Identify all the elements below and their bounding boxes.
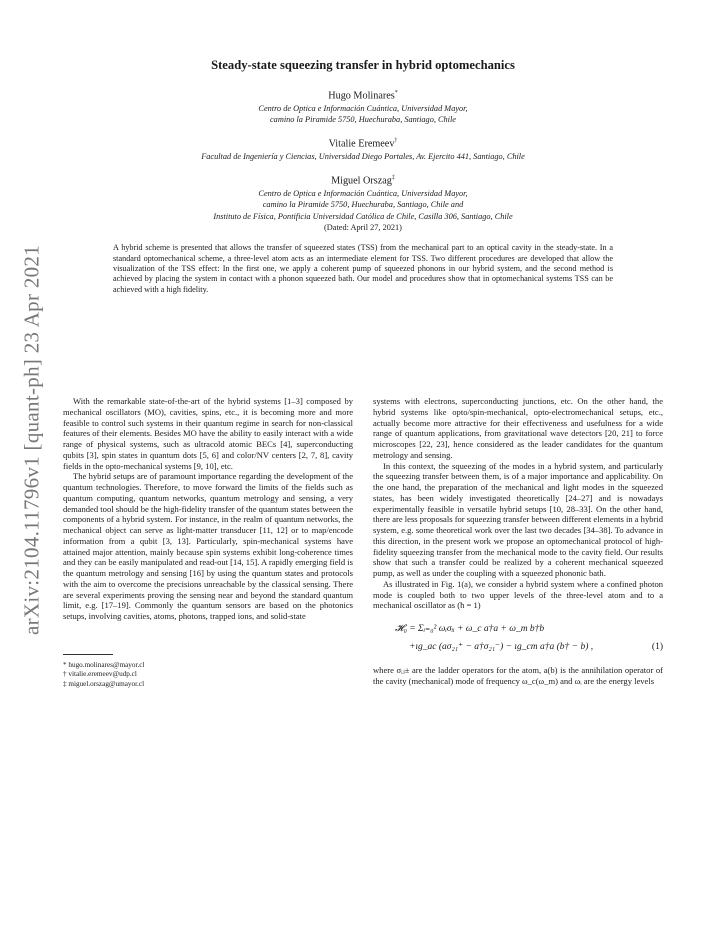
footnote: * hugo.molinares@mayor.cl — [63, 660, 145, 669]
author-affiliation: Centro de Optica e Información Cuántica, Universidad Mayor, — [258, 103, 468, 113]
right-column — [373, 396, 663, 690]
footnote: † vitalie.eremeev@udp.cl — [63, 670, 137, 679]
footnote-rule — [63, 654, 113, 655]
paragraph: With the remarkable state-of-the-art of the hybrid systems [1–3] composed by mechanical oscillators (MO), cavities, spins, etc., it is becoming more and more feasible to control such systems in their quantum regime in search for non-classical features of their elements. Besides MO have the ability to easily interact with a wide range of physical systems, such as ultracold atomic BECs [4], superconducting qubits [3], spin states in quantum dots [5, 6] and color/NV centers [2, 7, 8], cavity fields in the opto-mechanical systems [9, 10], etc. — [63, 396, 353, 471]
author-affiliation: Instituto de Física, Pontificia Universidad Católica de Chile, Casilla 306, Santiago, Chile — [213, 211, 513, 221]
paragraph: The hybrid setups are of paramount importance regarding the development of the quantum technologies. Therefore, to move forward the limits of the fields such as quantum computing, quantum networks, quantum metrology and sensing, a very demanded tool should be the high-fidelity transfer of the quantum states between the components of a hybrid system. For instance, in the realm of quantum networks, the mechanical object can serve as light-matter transducer [11, 12] or to map/encode information from a qubit [3, 13]. Particularly, spin-mechanical systems have attained major attention, mainly because spin systems exhibit long-coherence times and they can be easily manipulated and read-out [14, 15]. A rapidly emerging field is the quantum metrology and sensing [16] by using the quantum states and protocols with the aim to overcome the precisions unreachable by the classical sensing. There are several experiments proving the sensing near and beyond the standard quantum limit, e.g. [17–19]. Commonly the quantum sensors are based on the photonics setups, involving cavities, atoms, photons, trapped ions, and solid-state — [63, 471, 353, 621]
author-affiliation: Centro de Optica e Información Cuántica, Universidad Mayor, — [258, 189, 468, 199]
paragraph: where σᵢⱼ± are the ladder operators for the atom, a(b) is the annihilation operator of the cavity (mechanical) mode of frequency ω_c(ω_m) and ωᵢ are the energy levels — [373, 665, 663, 686]
body-columns — [63, 396, 663, 690]
paragraph: As illustrated in Fig. 1(a), we consider a hybrid system where a confined photon mode is coupled both to two upper levels of the three-level atom and to a mechanical oscillator as (ħ = 1) — [373, 578, 663, 611]
author-block-2 — [63, 135, 663, 162]
equation-1 — [395, 620, 663, 656]
paper-title: Steady-state squeezing transfer in hybrid optomechanics — [211, 58, 515, 72]
left-column — [63, 396, 353, 690]
arxiv-identifier — [12, 235, 52, 645]
author-name: Miguel Orszag‡ — [331, 175, 395, 187]
paper-page — [63, 58, 663, 688]
abstract: A hybrid scheme is presented that allows the transfer of squeezed states (TSS) from the mechanical part to an optical cavity in the steady-state. In a standard optomechanical scheme, a three-level atom acts as an intermediate element for TSS. Two different procedures are developed that allow the visualization of the TSS effect: In the first one, we apply a coherent pump of squeezed phonons in our hybrid system, and the second method is achieved by placing the system in contact with a phonon squeezed bath. Our model and procedures show that in optomechanical systems TSS can be achieved with a high fidelity. — [113, 243, 613, 294]
author-affiliation: camino la Piramide 5750, Huechuraba, Santiago, Chile — [270, 115, 456, 125]
author-name: Hugo Molinares* — [328, 90, 398, 102]
paragraph: systems with electrons, superconducting junctions, etc. On the other hand, the hybrid systems like opto/spin-mechanical, opto-electromechanical setups, etc., actually become more attractive for their effectiveness and usefulness for a wide range of quantum applications, from gravitational wave detectors [20, 21] to force microscopes [22, 23], hence considered as the leader candidates for the quantum metrology and sensing. — [373, 396, 663, 460]
arxiv-id-text: arXiv:2104.11796v1 [quant-ph] 23 Apr 2021 — [19, 244, 44, 636]
author-block-3 — [63, 172, 663, 222]
equation-line: 𝓗₀ = Σᵢ₌₀² ωᵢσᵢᵢ + ω_c a†a + ω_m b†b — [395, 624, 545, 634]
paragraph: In this context, the squeezing of the modes in a hybrid system, and particularly the squeezing transfer between them, is of a major importance and applicability. On the one hand, the preparation of the mechanical and light modes in the squeezed states, has been widely investigated theoretically [24–27] and is nowadays experimentally feasible in versatile hybrid setups [10, 28–33]. On the other hand, there are less proposals for squeezing transfer between different elements in a hybrid system, e.g. some theoretical work over the last two decades [34–38]. To advance in this direction, in the present work we propose an optomechanical protocol of high-fidelity squeezing transfer from the mechanical mode to the cavity field. Our results show that such a transfer could be realized by a coherent mechanical squeezed pump, as well as under the coupling with a squeezed phononic bath. — [373, 460, 663, 578]
author-affiliation: camino la Piramide 5750, Huechuraba, Santiago, Chile and — [262, 200, 464, 210]
author-affiliation: Facultad de Ingeniería y Ciencias, Universidad Diego Portales, Av. Ejercito 441, Santiago, Chile — [201, 152, 525, 162]
author-block-1 — [63, 87, 663, 125]
footnote: ‡ miguel.orszag@umayor.cl — [63, 679, 145, 688]
date-line: (Dated: April 27, 2021) — [324, 222, 402, 232]
equation-line: +ıg_ac (aσ₂₁⁺ − a†σ₂₁⁻) − ıg_cm a†a (b† − b) , — [409, 642, 594, 652]
equation-number: (1) — [651, 642, 663, 652]
author-name: Vitalie Eremeev† — [328, 138, 398, 150]
